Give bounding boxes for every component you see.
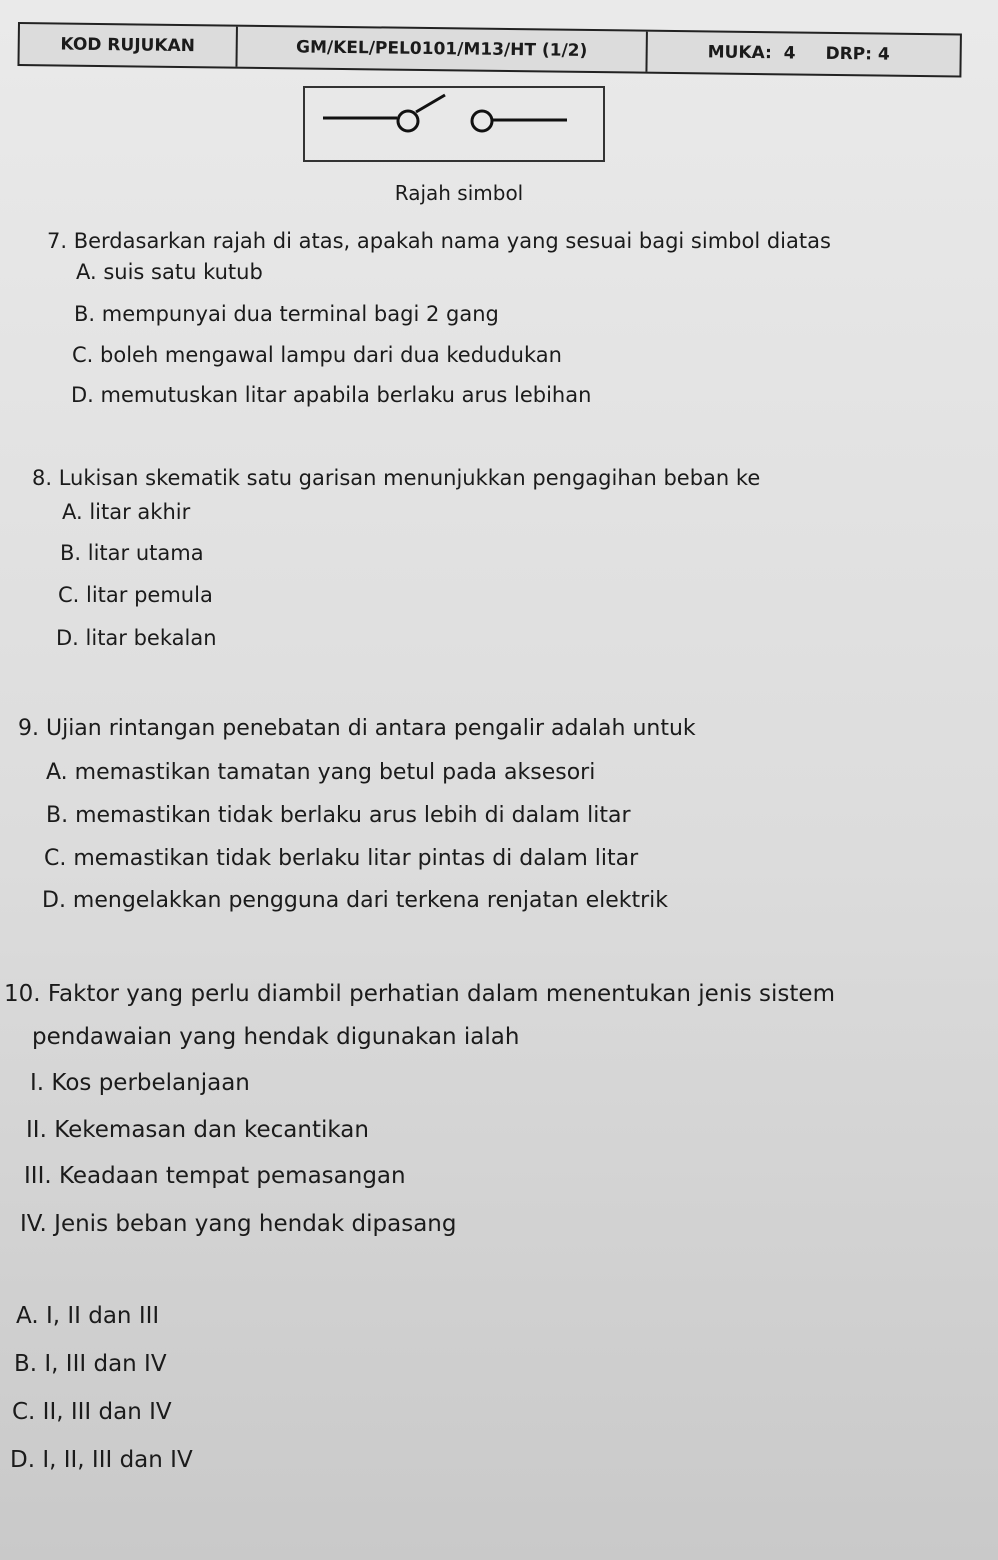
page-info: [647, 32, 959, 76]
q8-option-b[interactable]: B. litar utama: [60, 541, 204, 565]
question-10-text-line2: pendawaian yang hendak digunakan ialah: [32, 1024, 520, 1050]
q8-option-a[interactable]: A. litar akhir: [62, 500, 191, 524]
q7-option-a[interactable]: A. suis satu kutub: [76, 260, 263, 284]
q10-option-c[interactable]: C. II, III dan IV: [12, 1399, 172, 1425]
q8-option-d[interactable]: D. litar bekalan: [56, 626, 217, 650]
question-9-text: 9. Ujian rintangan penebatan di antara pengalir adalah untuk: [18, 716, 696, 741]
question-8-text: 8. Lukisan skematik satu garisan menunjukkan pengagihan beban ke: [32, 466, 761, 490]
q9-option-a[interactable]: A. memastikan tamatan yang betul pada aksesori: [46, 760, 596, 785]
q9-option-d[interactable]: D. mengelakkan pengguna dari terkena renjatan elektrik: [42, 888, 669, 913]
q10-statement-iv: IV. Jenis beban yang hendak dipasang: [20, 1211, 457, 1237]
figure-caption: Rajah simbol: [394, 181, 524, 205]
q9-option-c[interactable]: C. memastikan tidak berlaku litar pintas di dalam litar: [44, 846, 639, 871]
q9-option-b[interactable]: B. memastikan tidak berlaku arus lebih di dalam litar: [46, 803, 631, 828]
q7-option-d[interactable]: D. memutuskan litar apabila berlaku arus lebihan: [71, 383, 592, 407]
code-label: KOD RUJUKAN: [19, 24, 237, 67]
question-7-text: 7. Berdasarkan rajah di atas, apakah nama yang sesuai bagi simbol diatas: [47, 229, 831, 253]
q10-statement-i: I. Kos perbelanjaan: [30, 1070, 250, 1096]
q8-option-c[interactable]: C. litar pemula: [58, 583, 213, 607]
q7-option-c[interactable]: C. boleh mengawal lampu dari dua kedudukan: [72, 343, 562, 367]
page-number: MUKA: 4: [707, 42, 796, 64]
question-10-text: 10. Faktor yang perlu diambil perhatian dalam menentukan jenis sistem: [4, 981, 835, 1007]
q10-statement-iii: III. Keadaan tempat pemasangan: [24, 1163, 406, 1189]
reference-header: [17, 22, 961, 78]
reference-code: GM/KEL/PEL0101/M13/HT (1/2): [237, 27, 647, 72]
q10-option-d[interactable]: D. I, II, III dan IV: [10, 1447, 193, 1473]
switch-symbol-icon: [305, 88, 603, 160]
drp-number: DRP: 4: [825, 43, 890, 65]
q10-option-a[interactable]: A. I, II dan III: [16, 1303, 160, 1329]
q10-statement-ii: II. Kekemasan dan kecantikan: [26, 1117, 369, 1143]
q10-option-b[interactable]: B. I, III dan IV: [14, 1351, 167, 1377]
symbol-figure: [303, 86, 605, 162]
q7-option-b[interactable]: B. mempunyai dua terminal bagi 2 gang: [74, 302, 499, 326]
